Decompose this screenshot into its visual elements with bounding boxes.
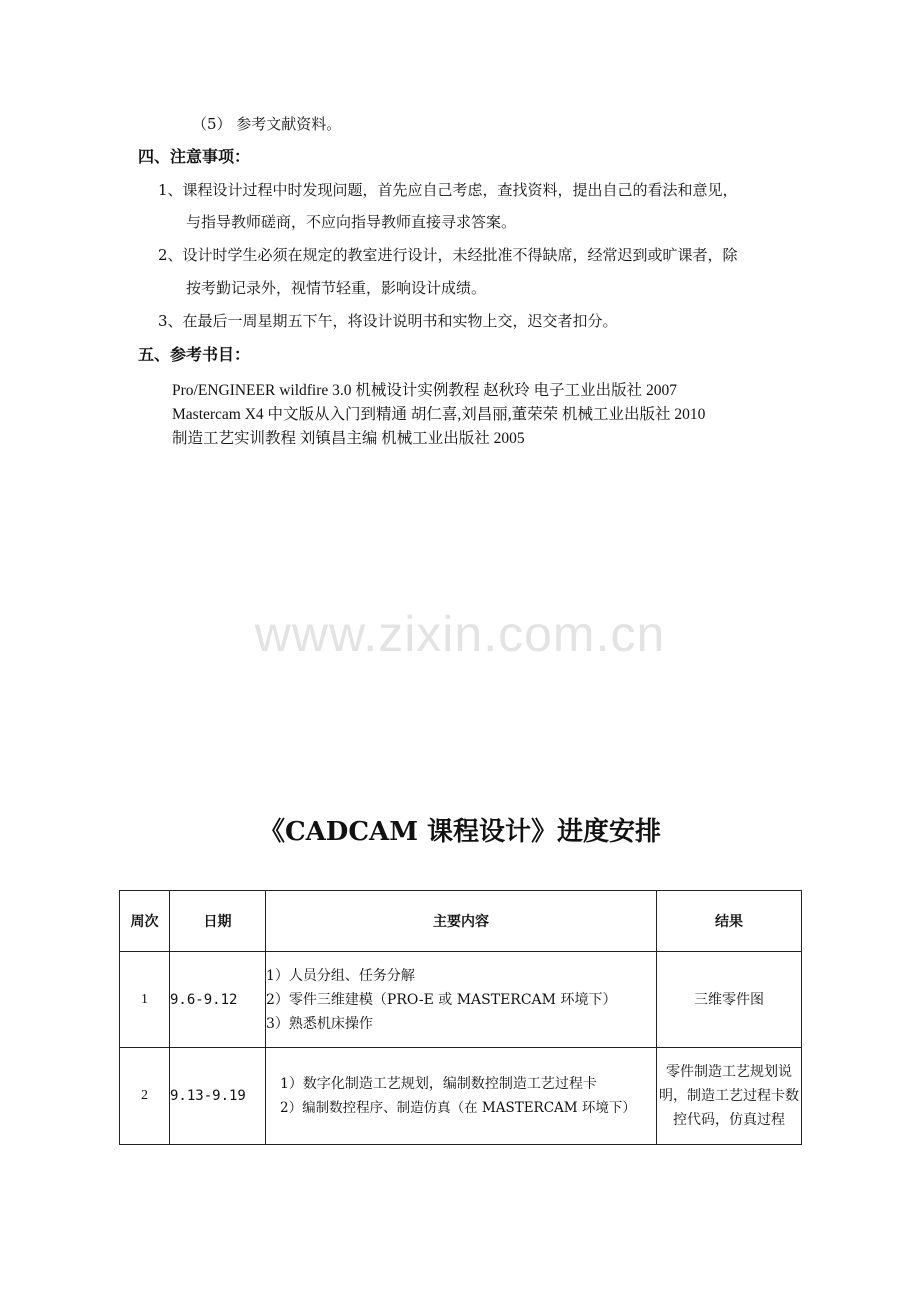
watermark: www.zixin.com.cn — [254, 606, 666, 662]
table-row — [120, 952, 802, 1048]
content-line: 3）熟悉机床操作 — [266, 1015, 373, 1032]
cell-result: 零件制造工艺规划说明，制造工艺过程卡数控代码，仿真过程 — [657, 1048, 802, 1145]
note-item-1 — [158, 180, 738, 200]
cell-date: 9.6-9.12 — [170, 952, 266, 1048]
schedule-table — [119, 890, 802, 1145]
reference-item-2: Mastercam X4 中文版从入门到精通 胡仁喜,刘昌丽,董荣荣 机械工业出版社 2010 — [172, 406, 706, 423]
note-number: 1、 — [158, 181, 183, 199]
cell-week: 2 — [120, 1048, 170, 1145]
note-item-3 — [158, 311, 618, 331]
note-item-2 — [158, 245, 738, 265]
list-item-references: （5） 参考文献资料。 — [192, 115, 342, 133]
content-line: 2）编制数控程序、制造仿真（在 MASTERCAM 环境下） — [280, 1100, 636, 1116]
note-text: 设计时学生必须在规定的教室进行设计，未经批准不得缺席，经常迟到或旷课者，除 — [182, 246, 738, 264]
header-date: 日期 — [170, 891, 266, 952]
note-text: 在最后一周星期五下午，将设计说明书和实物上交，迟交者扣分。 — [182, 312, 618, 330]
cell-week: 1 — [120, 952, 170, 1048]
content-line: 2）零件三维建模（PRO-E 或 MASTERCAM 环境下） — [266, 991, 617, 1008]
cell-content — [266, 952, 657, 1048]
cell-result: 三维零件图 — [657, 952, 802, 1048]
cell-date: 9.13-9.19 — [170, 1048, 266, 1145]
content-line: 1）数字化制造工艺规划，编制数控制造工艺过程卡 — [280, 1076, 597, 1092]
schedule-title: 《CADCAM 课程设计》进度安排 — [258, 817, 662, 847]
reference-item-3: 制造工艺实训教程 刘镇昌主编 机械工业出版社 2005 — [172, 430, 525, 447]
header-result: 结果 — [657, 891, 802, 952]
note-item-1-continued: 与指导教师磋商，不应向指导教师直接寻求答案。 — [186, 213, 517, 231]
section-heading-notes: 四、注意事项： — [138, 147, 251, 166]
note-number: 3、 — [158, 312, 183, 330]
reference-item-1: Pro/ENGINEER wildfire 3.0 机械设计实例教程 赵秋玲 电子工业出版社 2007 — [172, 382, 678, 399]
header-week: 周次 — [120, 891, 170, 952]
header-content: 主要内容 — [266, 891, 657, 952]
content-line: 1）人员分组、任务分解 — [266, 967, 415, 984]
note-number: 2、 — [158, 246, 183, 264]
note-text: 课程设计过程中时发现问题，首先应自己考虑，查找资料，提出自己的看法和意见， — [182, 181, 738, 199]
table-header-row — [120, 891, 802, 952]
note-item-2-continued: 按考勤记录外，视情节轻重，影响设计成绩。 — [186, 279, 487, 297]
section-heading-references: 五、参考书目： — [138, 345, 251, 364]
table-row — [120, 1048, 802, 1145]
cell-content — [266, 1048, 657, 1145]
